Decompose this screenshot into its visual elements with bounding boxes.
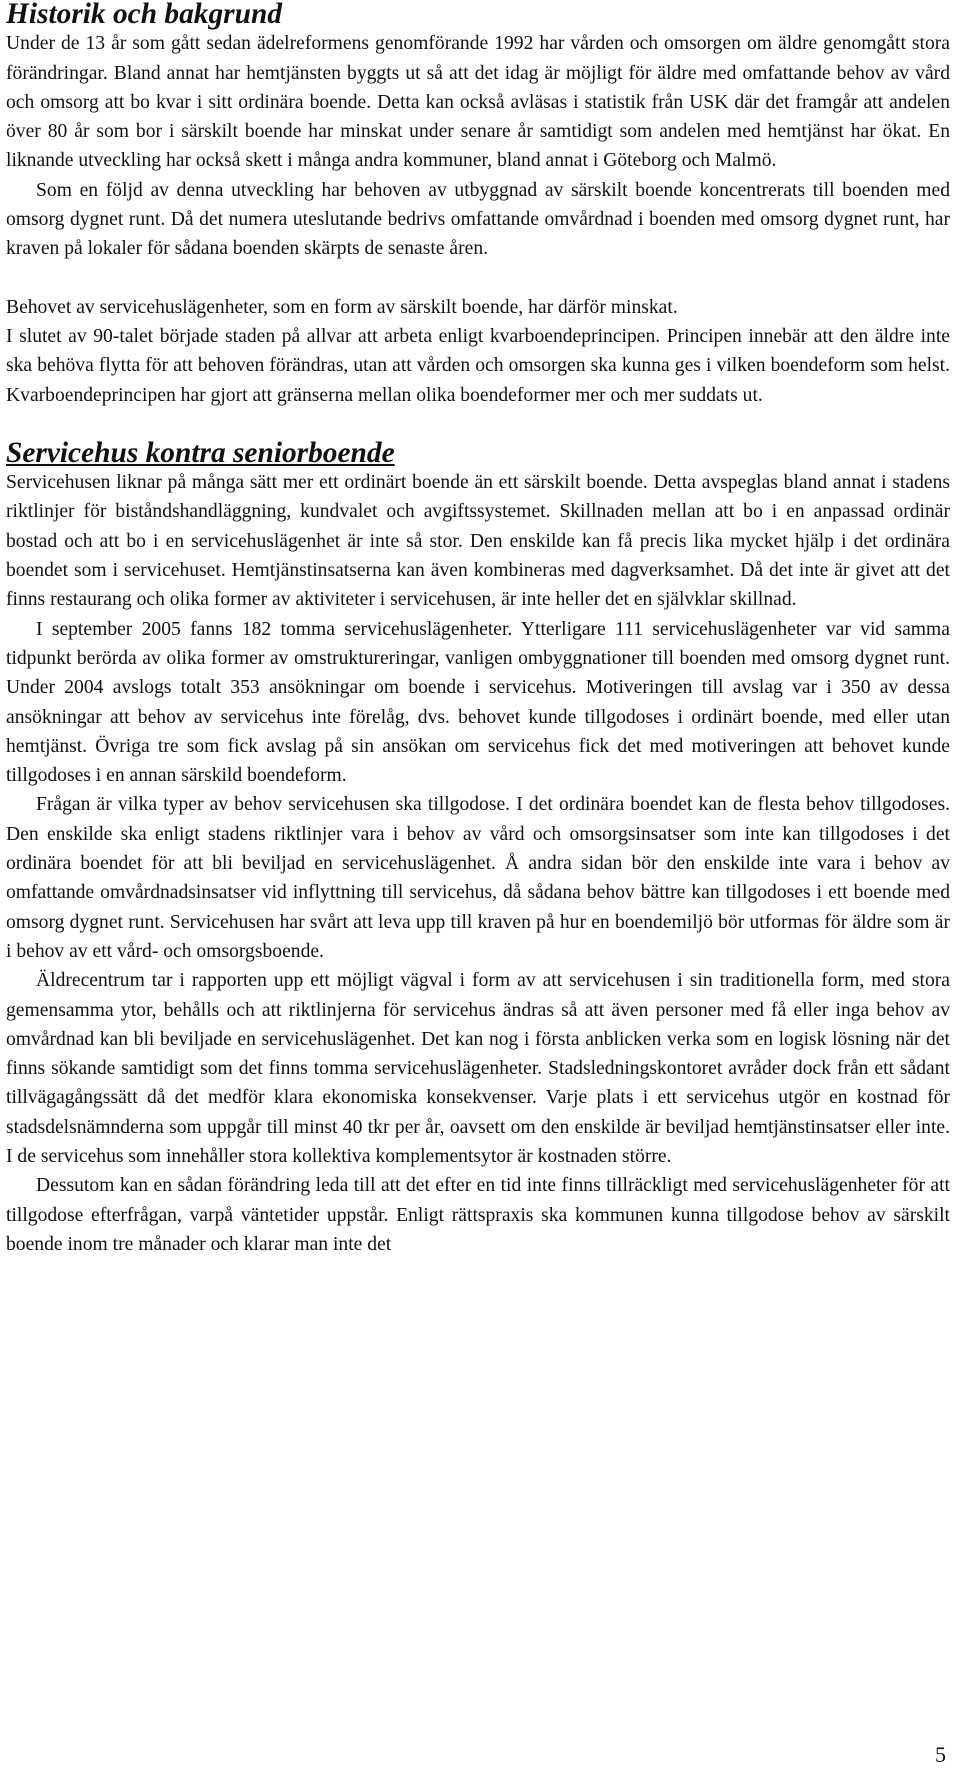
paragraph-servicehus-5: Dessutom kan en sådan förändring leda till att det efter en tid inte finns tillräckligt med servicehuslägenheter för att tillgodose efterfrågan, varpå väntetider uppstår. Enligt rättspraxis ska kommunen kunna tillgodose behov av särskilt boende inom tre månader och klarar man inte det (6, 1175, 950, 1255)
paragraph-historik-2: Som en följd av denna utveckling har behoven av utbyggnad av särskilt boende koncentrerats till boenden med omsorg dygnet runt. Då det numera uteslutande bedrivs omfattande omvårdnad i boenden med omsorg dygnet runt, har kraven på lokaler för sådana boenden skärpts de senaste åren. (6, 179, 950, 260)
paragraph-historik-3: Behovet av servicehuslägenheter, som en form av särskilt boende, har därför minskat. (6, 296, 678, 318)
paragraph-servicehus-2: I september 2005 fanns 182 tomma servicehuslägenheter. Ytterligare 111 servicehuslägenheter var vid samma tidpunkt berörda av olika former av omstruktureringar, vanligen ombyggnationer till boenden med omsorg dygnet runt. Under 2004 avslogs totalt 353 ansökningar om boende i servicehus. Motiveringen till avslag var i 350 av dessa ansökningar att behov av servicehus inte förelåg, dvs. behovet kunde tillgodoses i ordinärt boende, med eller utan hemtjänst. Övriga tre som fick avslag på sin ansökan om servicehus fick det med motiveringen att behovet kunde tillgodoses i en annan särskild boendeform. (6, 618, 950, 787)
section-heading-historik: Historik och bakgrund (6, 0, 283, 30)
paragraph-servicehus-4: Äldrecentrum tar i rapporten upp ett möjligt vägval i form av att servicehusen i sin traditionella form, med stora gemensamma ytor, behålls och att riktlinjerna för servicehus ändras så att även personer med få eller inga behov av omvårdnad kan bli beviljade en servicehuslägenhet. Det kan nog i första anblicken verka som en logisk lösning när det finns sökande samtidigt som det finns tomma servicehuslägenheter. Stadsledningskontoret avråder dock från ett sådant tillvägagångssätt då det medför klara ekonomiska konsekvenser. Varje plats i ett servicehus utgör en kostnad för stadsdelsnämnderna som uppgår till minst 40 tkr per år, oavsett om den enskilde är beviljad hemtjänstinsatser eller inte. I de servicehus som innehåller stora kollektiva komplementsytor är kostnaden större. (6, 970, 950, 1167)
paragraph-historik-4: I slutet av 90-talet började staden på allvar att arbeta enligt kvarboendeprincipen. Principen innebär att den äldre inte ska behöva flytta för att behoven förändras, utan att vården och omsorgen ska kunna ges i vilken boendeform som helst. Kvarboendeprincipen har gjort att gränserna mellan olika boendeformer mer och mer suddats ut. (6, 325, 950, 406)
page-number: 5 (935, 1742, 946, 1767)
paragraph-servicehus-1: Servicehusen liknar på många sätt mer ett ordinärt boende än ett särskilt boende. Detta avspeglas bland annat i stadens riktlinjer för biståndshandläggning, kundvalet och avgiftssystemet. Skillnaden mellan att bo i en anpassad ordinär bostad och att bo i en servicehuslägenhet är inte så stor. Den enskilde kan få precis lika mycket hjälp i det ordinära boendet som i servicehuset. Hemtjänstinsatserna kan även kombineras med dagverksamhet. Då det inte är givet att det finns restaurang och olika former av aktiviteter i servicehusen, är inte heller det en självklar skillnad. (6, 472, 950, 611)
paragraph-historik-1: Under de 13 år som gått sedan ädelreformens genomförande 1992 har vården och omsorgen om äldre genomgått stora förändringar. Bland annat har hemtjänsten byggts ut så att det idag är möjligt för äldre med omfattande behov av vård och omsorg att bo kvar i sitt ordinära boende. Detta kan också avläsas i statistik från USK där det framgår att andelen över 80 år som bor i särskilt boende har minskat under senare år samtidigt som andelen med hemtjänst har ökat. En liknande utveckling har också skett i många andra kommuner, bland annat i Göteborg och Malmö. (6, 33, 950, 172)
paragraph-servicehus-3: Frågan är vilka typer av behov servicehusen ska tillgodose. I det ordinära boendet kan de flesta behov tillgodoses. Den enskilde ska enligt stadens riktlinjer vara i behov av vård och omsorgsinsatser som inte kan tillgodoses i det ordinära boendet för att bli beviljad en servicehuslägenhet. Å andra sidan bör den enskilde inte vara i behov av omfattande omvårdnadsinsatser vid inflyttning till servicehus, då sådana behov bättre kan tillgodoses i ett boende med omsorg dygnet runt. Servicehusen har svårt att leva upp till kraven på hur en boendemiljö bör utformas för äldre som är i behov av ett vård- och omsorgsboende. (6, 794, 950, 962)
section-heading-servicehus: Servicehus kontra seniorboende (6, 436, 395, 469)
